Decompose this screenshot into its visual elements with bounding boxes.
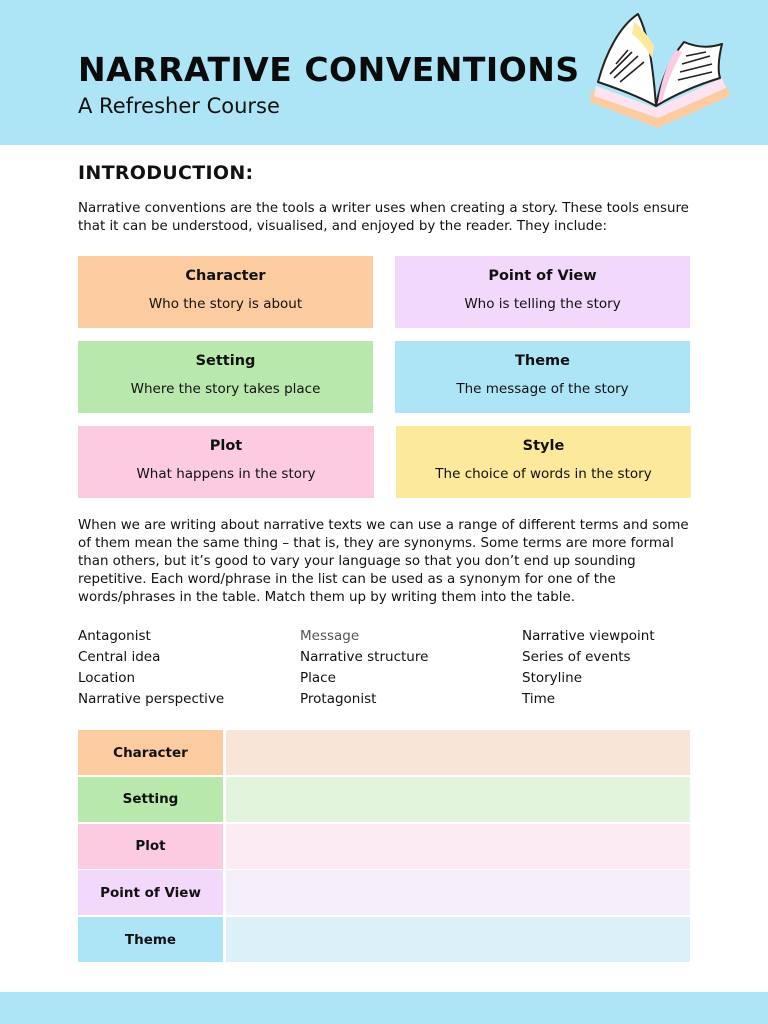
answer-cell[interactable] [226,824,690,869]
card-description: The choice of words in the story [435,466,652,482]
page-subtitle: A Refresher Course [78,94,280,118]
card-description: Who the story is about [148,296,303,312]
term-item: Narrative viewpoint [522,628,655,644]
answer-cell[interactable] [226,777,690,822]
term-item: Central idea [78,649,161,665]
table-row [78,777,690,822]
answer-cell[interactable] [226,917,690,962]
intro-heading: INTRODUCTION: [78,162,254,184]
answer-cell[interactable] [226,870,690,915]
card-title: Theme [515,353,570,369]
card-plot [78,426,374,498]
table-row [78,730,690,775]
card-description: What happens in the story [136,466,316,482]
term-item: Protagonist [300,691,377,707]
card-theme [395,341,690,413]
card-title: Character [185,268,266,284]
term-item: Message [300,628,360,644]
term-item: Narrative structure [300,649,429,665]
term-item: Place [300,670,336,686]
card-description: Where the story takes place [130,381,321,397]
card-setting [78,341,373,413]
card-description: The message of the story [456,381,629,397]
intro-paragraph: Narrative conventions are the tools a writer uses when creating a story. These tools ensure that it can be understood, visualised, and enjoyed by the reader. They include: [78,201,689,234]
card-title: Plot [209,438,243,454]
table-row [78,824,690,869]
footer-band [0,992,768,1024]
term-item: Time [522,691,556,707]
term-column-2 [300,626,428,710]
term-item: Location [78,670,136,686]
term-column-1 [78,626,224,710]
row-label: Character [78,730,223,775]
table-row [78,870,690,915]
card-title: Style [522,438,565,454]
page-title: NARRATIVE CONVENTIONS [78,50,580,89]
term-item: Antagonist [78,628,151,644]
term-column-3 [522,626,655,710]
header-banner [0,0,768,145]
row-label: Setting [78,777,223,822]
row-label: Theme [78,917,223,962]
card-style [396,426,691,498]
row-label: Point of View [78,870,223,915]
term-item: Series of events [522,649,631,665]
term-item: Narrative perspective [78,691,225,707]
matching-table [78,730,690,964]
card-title: Setting [195,353,256,369]
answer-cell[interactable] [226,730,690,775]
term-item: Storyline [522,670,583,686]
row-label: Plot [78,824,223,869]
open-book-icon [586,12,732,134]
card-title: Point of View [488,268,597,284]
table-row [78,917,690,962]
card-character [78,256,373,328]
synonyms-paragraph: When we are writing about narrative texts we can use a range of different terms and some of them mean the same thing – that is, they are synonyms. Some terms are more formal than others, but it’s good to vary your language so that you don’t end up sounding repetitive. Each word/phrase in the list can be used as a synonym for one of the words/phrases in the table. Match them up by writing them into the table. [78,518,689,605]
card-description: Who is telling the story [464,296,621,312]
card-point-of-view [395,256,690,328]
